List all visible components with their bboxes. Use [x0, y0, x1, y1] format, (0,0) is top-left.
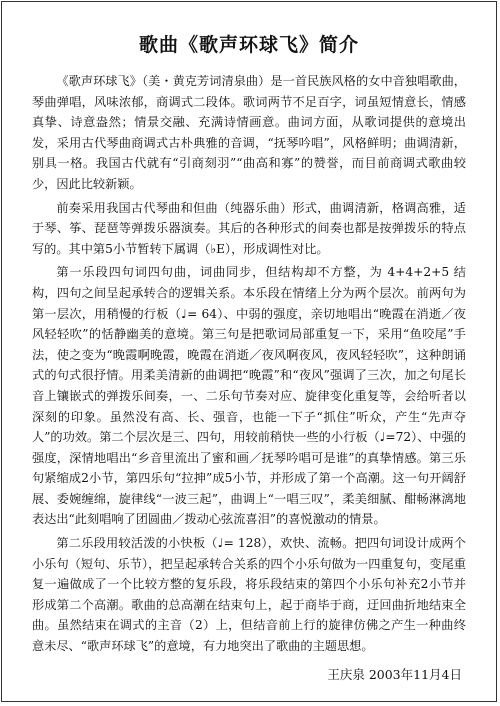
document-title: 歌曲《歌声环球飞》简介	[138, 34, 359, 56]
paragraph-prelude: 前奏采用我国古代琴曲和但曲（纯器乐曲）形式，曲调清新，格调高雅，适于琴、筝、琵琶等弹拨乐器演奏。其后的各种形式的间奏也都是按弹拨乐的特点写的。其中第5小节暂转下属调（♭E），形成调性对比。	[32, 200, 466, 256]
paragraph-first-section: 第一乐段四句词四句曲，词曲同步，但结构却不方整，为 4+4+2+5 结构，四句之间呈起承转合的逻辑关系。本乐段在情绪上分为两个层次。前两句为第一层次，用稍慢的行板（♩= 64）、中弱的强度，亲切地唱出“晚霞在消逝／夜风轻轻吹”的恬静幽美的意境。第三句是把歌词局部重复一下，采用“鱼咬尾”手法，使之变为“晚霞啊晚霞，晚霞在消逝／夜风啊夜风，夜风轻轻吹”，这种朗诵式的句式很抒情。用柔美清新的曲调把“晚霞”和“夜风”强调了三次，加之句尾长音上镶嵌式的弹拨乐间奏，一、二乐句节奏对应、旋律变化重复等，会给听者以深刻的印象。虽然没有高、长、强音，也能一下子“抓住”听众，产生“先声夺人”的功效。第二个层次是三、四句，用较前稍快一些的小行板（♩=72）、中强的强度，深情地唱出“乡音里流出了蜜和画／抚琴吟唱可是谁”的真挚情感。第三乐句紧缩成2小节，第四乐句“拉抻”成5小节，并形成了第一个高潮。这一句开阔舒展、委婉缠绵，旋律线“一波三起”，曲调上“一唱三叹”，柔美细腻、酣畅淋漓地表达出“此刻唱响了团圆曲／拨动心弦流喜泪”的喜悦激动的情景。	[32, 265, 466, 527]
paragraph-second-section: 第二乐段用较活泼的小快板（♩= 128），欢快、流畅。把四句词设计成两个小乐句（短句、乐节），把呈起承转合关系的四个小乐句做为一四重复句，变尾重复一遍做成了一个比较方整的复乐段，将乐段结束的第四个小乐句补充2小节并形成第二个高潮。歌曲的总高潮在结束句上，起于商毕于商，迂回曲折地结束全曲。虽然结束在调式的主音（2）上，但结音前上行的旋律仿佛之产生一种曲终意未尽、“歌声环球飞”的意境，有力地突出了歌曲的主题思想。	[32, 536, 466, 654]
document-page	[1, 1, 497, 702]
paragraph-intro: 《歌声环球飞》（美・黄克芳词清泉曲）是一首民族风格的女中音独唱歌曲，琴曲弹唱，风味浓郁，商调式二段体。歌词两节不足百字，词虽短情意长，情感真挚、诗意盎然；情景交融、充满诗情画意。曲词方面，从歌词提供的意境出发，采用古代琴曲商调式古朴典雅的音调，“抚琴吟唱”，风格鲜明；曲调清新，别具一格。我国古代就有“引商刻羽”“曲高和寡”的赞誉，而目前商调式歌曲较少，因此比较新颖。	[32, 74, 466, 191]
author-signature-date: 王庆泉 2003年11月4日	[327, 667, 462, 682]
